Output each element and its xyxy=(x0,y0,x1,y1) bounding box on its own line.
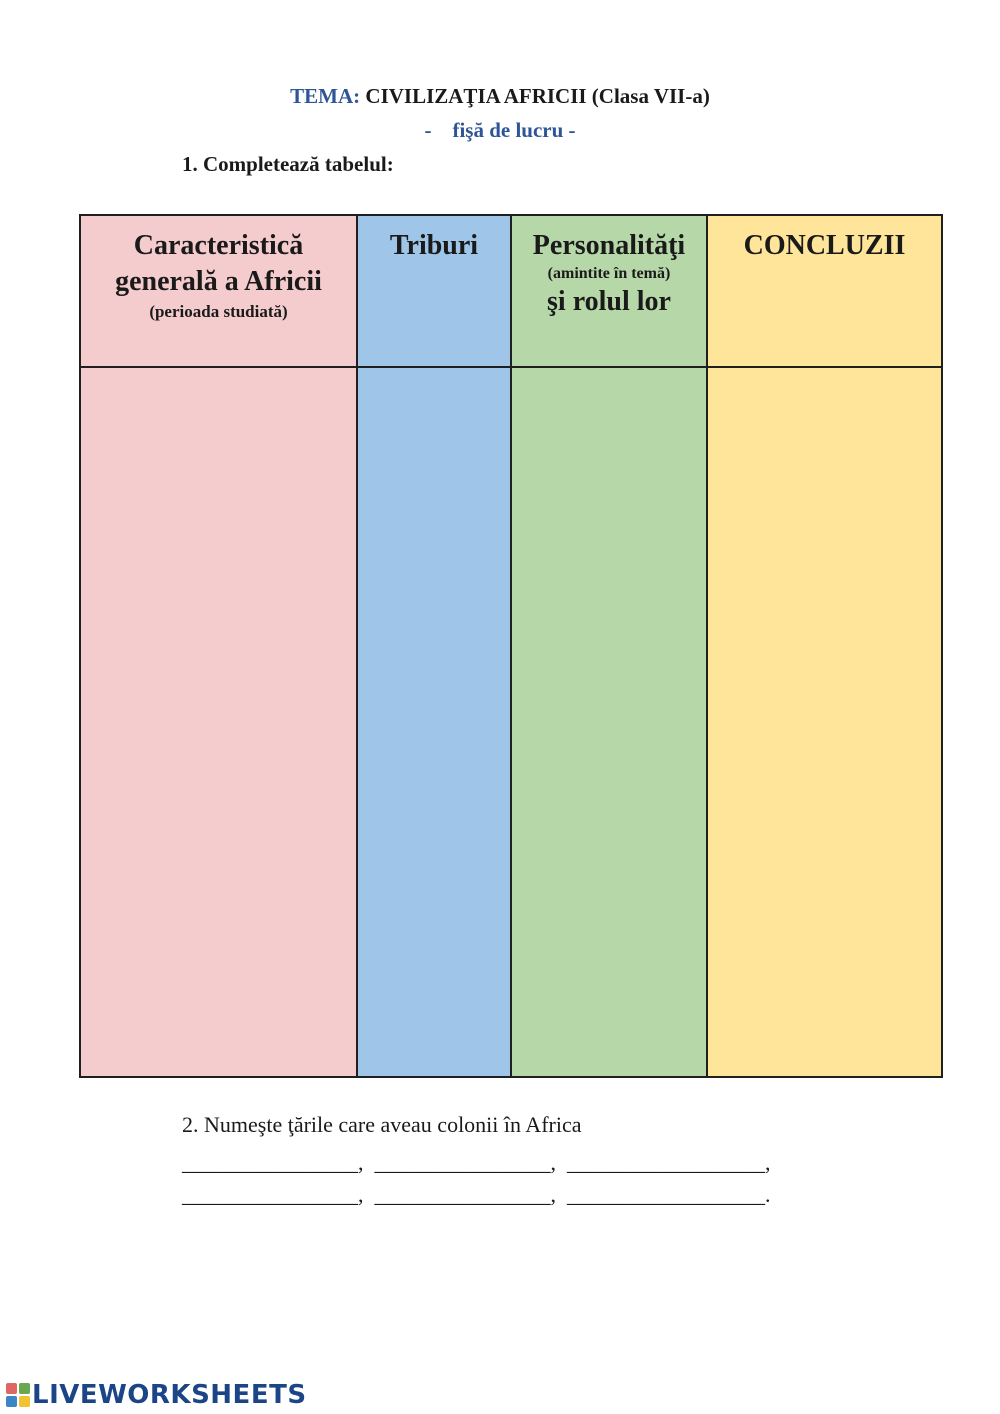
column-header-characteristics xyxy=(81,216,356,368)
title-label: TEMA: xyxy=(290,84,361,108)
answer-cell-tribes[interactable] xyxy=(358,368,510,1076)
header-text-line1: Caracteristică xyxy=(133,230,304,261)
worksheet-subtitle: - fişă de lucru - xyxy=(424,118,576,142)
column-header-personalities xyxy=(512,216,706,368)
header-text-line1: Personalităţi xyxy=(532,230,686,261)
worksheet-table xyxy=(79,214,943,1078)
liveworksheets-logo xyxy=(6,1380,307,1410)
answer-cell-conclusions[interactable] xyxy=(708,368,941,1076)
answer-cell-characteristics[interactable] xyxy=(81,368,356,1076)
column-header-conclusions xyxy=(708,216,941,368)
header-text-line2: generală a Africii xyxy=(115,266,322,297)
header-text-line2: şi rolul lor xyxy=(547,286,671,317)
answer-blanks-line2[interactable]: ________________, ________________, __________________. xyxy=(182,1182,771,1207)
header-text-line1: CONCLUZII xyxy=(743,230,906,261)
column-personalities xyxy=(510,216,706,1076)
task2-instruction: 2. Numeşte ţările care aveau colonii în Africa xyxy=(182,1112,582,1137)
title-text: CIVILIZAŢIA AFRICII (Clasa VII-a) xyxy=(360,84,710,108)
header-note: (amintite în temă) xyxy=(547,265,671,282)
column-tribes xyxy=(356,216,510,1076)
task1-instruction: 1. Completează tabelul: xyxy=(182,152,394,176)
answer-blanks-line1[interactable]: ________________, ________________, __________________, xyxy=(182,1150,771,1175)
header-text-line1: Triburi xyxy=(389,230,479,261)
column-conclusions xyxy=(706,216,941,1076)
answer-cell-personalities[interactable] xyxy=(512,368,706,1076)
logo-text: LIVEWORKSHEETS xyxy=(32,1380,307,1410)
header-note: (perioada studiată) xyxy=(149,302,288,321)
column-characteristics xyxy=(81,216,356,1076)
logo-icon xyxy=(6,1383,30,1407)
worksheet-title xyxy=(0,84,1000,109)
column-header-tribes xyxy=(358,216,510,368)
